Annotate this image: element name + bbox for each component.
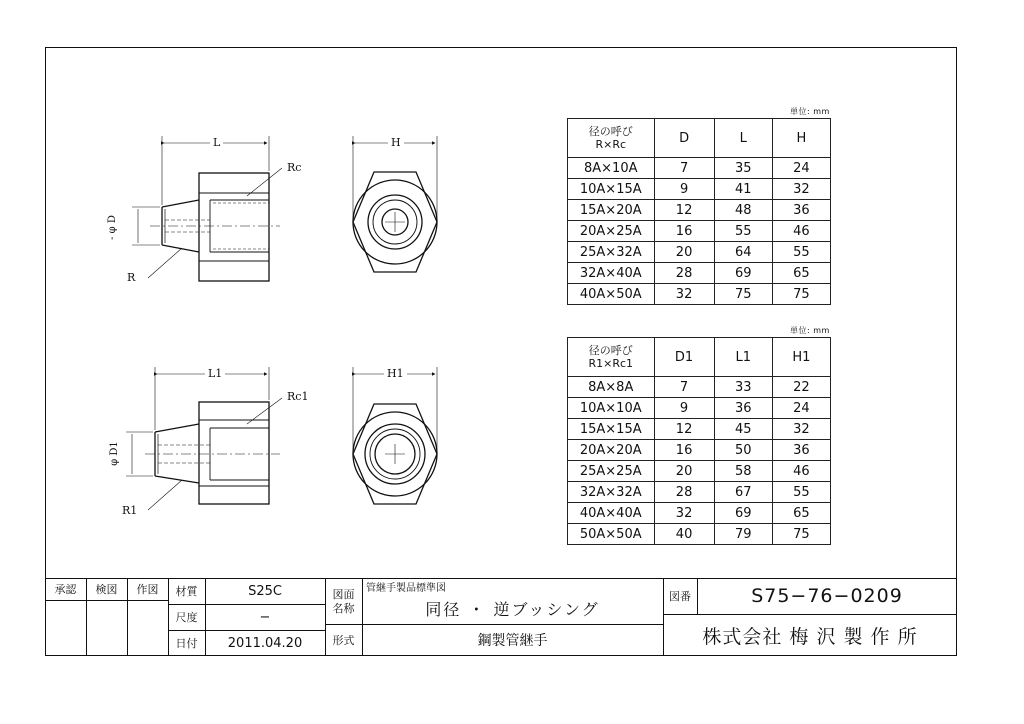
dimension-table-2 <box>567 337 831 545</box>
value-cell: 12 <box>654 419 714 440</box>
size-cell: 8A×10A <box>568 158 655 179</box>
value-cell: 20 <box>654 242 714 263</box>
value-cell: 33 <box>714 377 772 398</box>
dim-label-H1: H1 <box>384 367 407 380</box>
value-cell: 55 <box>772 242 830 263</box>
value-cell: 28 <box>654 482 714 503</box>
size-cell: 32A×40A <box>568 263 655 284</box>
value-cell: 7 <box>654 158 714 179</box>
value-cell: 75 <box>772 524 830 545</box>
scale-label: 尺度 <box>175 611 198 624</box>
side-view-top <box>132 136 282 281</box>
table-row <box>568 179 831 200</box>
header-H: H <box>772 119 830 158</box>
table-header <box>568 338 831 377</box>
table-row <box>568 503 831 524</box>
table-row <box>568 242 831 263</box>
header-H1: H1 <box>772 338 830 377</box>
size-cell: 15A×15A <box>568 419 655 440</box>
value-cell: 24 <box>772 398 830 419</box>
value-cell: 75 <box>772 284 830 305</box>
table-header <box>568 119 831 158</box>
table-row <box>568 200 831 221</box>
approve-label: 承認 <box>54 583 77 596</box>
size-cell: 40A×40A <box>568 503 655 524</box>
size-cell: 10A×10A <box>568 398 655 419</box>
value-cell: 36 <box>714 398 772 419</box>
check-label: 検図 <box>95 583 118 596</box>
value-cell: 46 <box>772 461 830 482</box>
header-D: D <box>654 119 714 158</box>
date-value: 2011.04.20 <box>227 635 303 651</box>
value-cell: 12 <box>654 200 714 221</box>
size-cell: 32A×32A <box>568 482 655 503</box>
value-cell: 35 <box>714 158 772 179</box>
table-row <box>568 482 831 503</box>
dim-label-phiD: - φ D <box>106 215 118 240</box>
dim-label-R: R <box>127 271 136 284</box>
type-label: 形式 <box>332 634 355 647</box>
scale-value: − <box>259 609 271 625</box>
table-row <box>568 398 831 419</box>
value-cell: 20 <box>654 461 714 482</box>
value-cell: 55 <box>772 482 830 503</box>
size-cell: 25A×25A <box>568 461 655 482</box>
number-label: 図番 <box>669 590 691 603</box>
header-D1: D1 <box>654 338 714 377</box>
value-cell: 28 <box>654 263 714 284</box>
value-cell: 79 <box>714 524 772 545</box>
value-cell: 9 <box>654 398 714 419</box>
value-cell: 36 <box>772 440 830 461</box>
value-cell: 41 <box>714 179 772 200</box>
header-L1: L1 <box>714 338 772 377</box>
dim-label-Rc1: Rc1 <box>287 390 309 403</box>
size-cell: 25A×32A <box>568 242 655 263</box>
table-row <box>568 440 831 461</box>
material-value: S25C <box>248 583 282 599</box>
value-cell: 32 <box>654 503 714 524</box>
value-cell: 16 <box>654 221 714 242</box>
size-cell: 10A×15A <box>568 179 655 200</box>
date-label: 日付 <box>175 637 198 650</box>
side-view-bottom <box>126 367 282 510</box>
value-cell: 22 <box>772 377 830 398</box>
material-label: 材質 <box>175 585 198 598</box>
table-row <box>568 263 831 284</box>
value-cell: 67 <box>714 482 772 503</box>
value-cell: 36 <box>772 200 830 221</box>
size-cell: 50A×50A <box>568 524 655 545</box>
dim-label-L: L <box>210 136 223 149</box>
end-view-bottom <box>353 367 437 504</box>
table-row <box>568 284 831 305</box>
value-cell: 65 <box>772 263 830 284</box>
header-size: 径の呼び R×Rc <box>568 119 655 158</box>
end-view-top <box>353 136 437 272</box>
table-row <box>568 377 831 398</box>
value-cell: 16 <box>654 440 714 461</box>
table-row <box>568 524 831 545</box>
value-cell: 46 <box>772 221 830 242</box>
value-cell: 32 <box>654 284 714 305</box>
company-name: 株式会社 梅 沢 製 作 所 <box>702 625 918 648</box>
table-row <box>568 221 831 242</box>
value-cell: 32 <box>772 419 830 440</box>
value-cell: 40 <box>654 524 714 545</box>
value-cell: 48 <box>714 200 772 221</box>
table-row <box>568 461 831 482</box>
header-L: L <box>714 119 772 158</box>
dimension-table-1 <box>567 118 831 305</box>
table-row <box>568 419 831 440</box>
size-cell: 8A×8A <box>568 377 655 398</box>
unit-label-2: 単位: mm <box>790 326 830 335</box>
drawing-number: S75−76−0209 <box>751 585 903 607</box>
dim-label-H: H <box>388 136 404 149</box>
header-size: 径の呼び R1×Rc1 <box>568 338 655 377</box>
value-cell: 45 <box>714 419 772 440</box>
dim-label-L1: L1 <box>205 367 225 380</box>
size-cell: 20A×25A <box>568 221 655 242</box>
size-cell: 15A×20A <box>568 200 655 221</box>
draw-label: 作図 <box>136 583 159 596</box>
value-cell: 75 <box>714 284 772 305</box>
value-cell: 24 <box>772 158 830 179</box>
value-cell: 7 <box>654 377 714 398</box>
value-cell: 32 <box>772 179 830 200</box>
value-cell: 69 <box>714 263 772 284</box>
drawing-name-label: 図面 名称 <box>332 588 355 615</box>
size-cell: 40A×50A <box>568 284 655 305</box>
value-cell: 65 <box>772 503 830 524</box>
value-cell: 69 <box>714 503 772 524</box>
dim-label-R1: R1 <box>122 504 138 517</box>
value-cell: 55 <box>714 221 772 242</box>
unit-label-1: 単位: mm <box>790 107 830 116</box>
value-cell: 58 <box>714 461 772 482</box>
standard-label: 管継手製品標準図 <box>366 582 446 594</box>
value-cell: 9 <box>654 179 714 200</box>
value-cell: 50 <box>714 440 772 461</box>
size-cell: 20A×20A <box>568 440 655 461</box>
table-row <box>568 158 831 179</box>
drawing-name: 同径 ・ 逆ブッシング <box>425 599 600 619</box>
value-cell: 64 <box>714 242 772 263</box>
dim-label-Rc: Rc <box>287 161 302 174</box>
type-value: 鋼製管継手 <box>477 633 548 649</box>
dim-label-phiD1: φ D1 <box>108 441 120 466</box>
